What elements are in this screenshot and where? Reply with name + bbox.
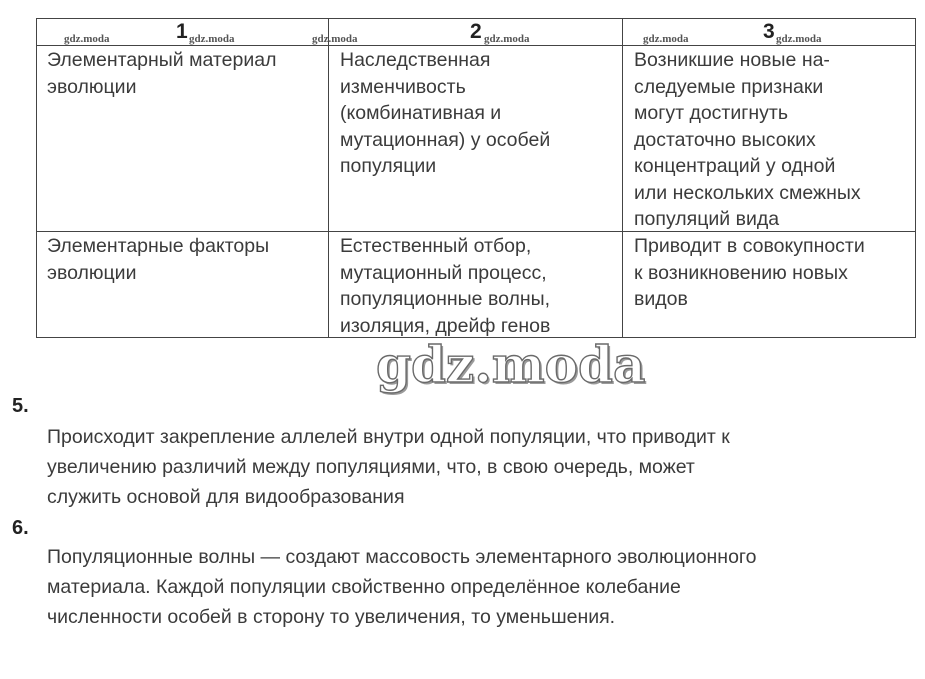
watermark-small: gdz.moda (776, 33, 822, 45)
table-cell-r2-c1: Элементарные факторы эволюции (47, 235, 270, 284)
watermark-small: gdz.moda (189, 33, 235, 45)
table-cell-r2-c3: Приводит в совокупности к возникновению новых видов (634, 235, 865, 310)
watermark-small: gdz.moda (643, 33, 689, 45)
column-header-3: 3 (763, 20, 775, 43)
table-header-divider (36, 45, 916, 46)
table-cell-r1-c1: Элементарный материал эволюции (47, 49, 277, 98)
watermark-logo: gdz.moda (376, 335, 646, 394)
answer-text-6: Популяционные волны — создают массовость элементарного эволюционного материала. Каждой популяции свойственно определённое колебание численности особей в сторону то увеличения, то уменьшения. (47, 546, 757, 628)
watermark-small: gdz.moda (64, 33, 110, 45)
table-left-border (36, 18, 37, 338)
table-col-divider-2 (622, 18, 623, 338)
answer-text-5: Происходит закрепление аллелей внутри одной популяции, что приводит к увеличению различий между популяциями, что, в свою очередь, может служить основой для видообразования (47, 426, 730, 508)
table-cell-r1-c2: Наследственная изменчивость (комбинативная и мутационная) у особей популяции (340, 49, 551, 177)
watermark-small: gdz.moda (484, 33, 530, 45)
watermark-small: gdz.moda (312, 33, 358, 45)
column-header-2: 2 (470, 20, 482, 43)
table-top-border (36, 18, 916, 19)
table-cell-r2-c2: Естественный отбор, мутационный процесс, популяционные волны, изоляция, дрейф генов (340, 235, 551, 337)
column-header-1: 1 (176, 20, 188, 43)
table-cell-r1-c3: Возникшие новые на- следуемые признаки могут достигнуть достаточно высоких концентраций у одной или нескольких смежных популяций вида (634, 49, 861, 230)
answer-number-5: 5. (12, 395, 29, 417)
answer-number-6: 6. (12, 517, 29, 539)
table-col-divider-1 (328, 18, 329, 338)
